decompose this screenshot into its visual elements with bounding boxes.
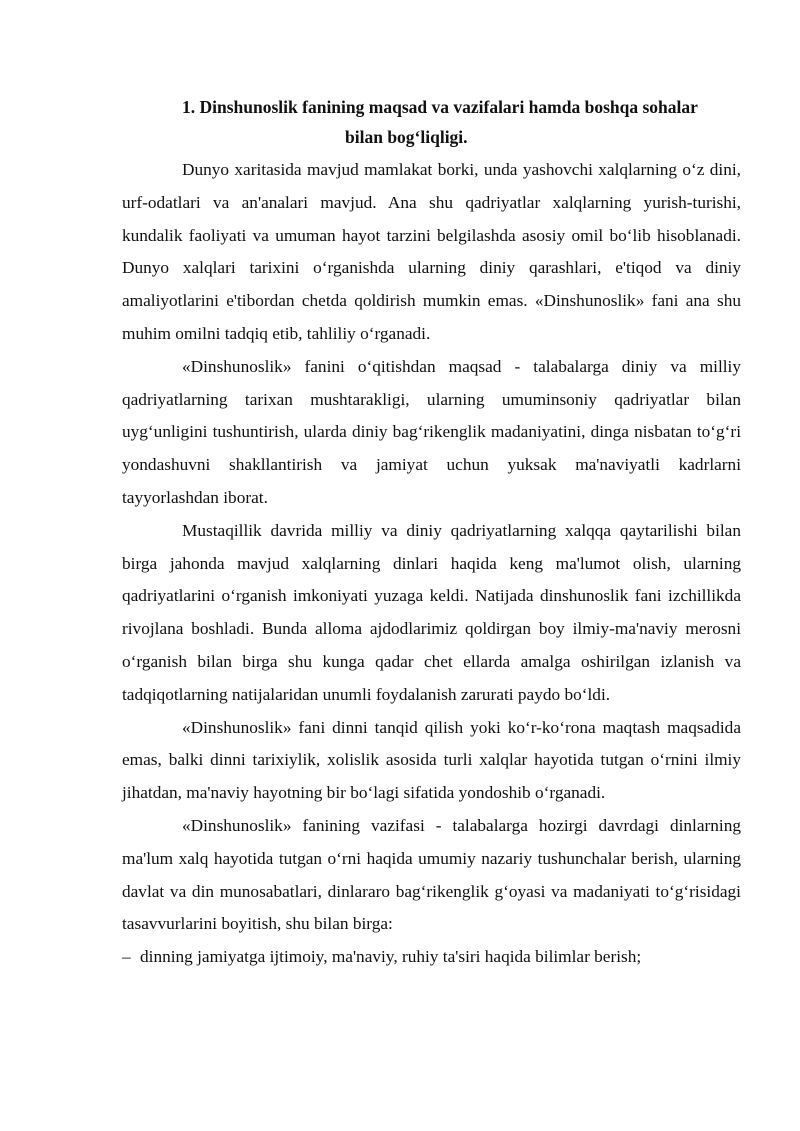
paragraph-2: «Dinshunoslik» fanini o‘qitishdan maqsad - talabalarga diniy va milliy qadriyatlarning tarixan mushtarakligi, ularning umuminsoniy qadriyatlar bilan uyg‘unligini tushuntirish, ularda diniy bag‘rikenglik madaniyatini, dinga nisbatan to‘g‘ri yondashuvni shakllantirish va jamiyat uchun yuksak ma'naviyatli kadrlarni tayyorlashdan iborat. [122, 356, 741, 507]
section-heading [122, 92, 741, 152]
bullet-text: dinning jamiyatga ijtimoiy, ma'naviy, ruhiy ta'siri haqida bilimlar berish; [140, 947, 642, 967]
paragraph-1: Dunyo xaritasida mavjud mamlakat borki, unda yashovchi xalqlarning o‘z dini, urf-odatlari va an'analari mavjud. Ana shu qadriyatlar xalqlarning yurish-turishi, kundalik faoliyati va umuman hayot tarzini belgilashda asosiy omil bo‘lib hisoblanadi. Dunyo xalqlari tarixini o‘rganishda ularning diniy qarashlari, e'tiqod va diniy amaliyotlarini e'tibordan chetda qoldirish mumkin emas. «Dinshunoslik» fani ana shu muhim omilni tadqiq etib, tahliliy o‘rganadi. [122, 160, 741, 343]
bullet-item [122, 941, 741, 974]
paragraph-4: «Dinshunoslik» fani dinni tanqid qilish yoki ko‘r-ko‘rona maqtash maqsadida emas, balki dinni tarixiylik, xolislik asosida turli xalqlar hayotida tutgan o‘rnini ilmiy jihatdan, ma'naviy hayotning bir bo‘lagi sifatida yondoshib o‘rganadi. [122, 717, 741, 803]
paragraph-5: «Dinshunoslik» fanining vazifasi - talabalarga hozirgi davrdagi dinlarning ma'lum xalq hayotida tutgan o‘rni haqida umumiy nazariy tushunchalar berish, ularning davlat va din munosabatlari, dinlararo bag‘rikenglik g‘oyasi va madaniyati to‘g‘risidagi tasavvurlarini boyitish, shu bilan birga: [122, 815, 741, 934]
paragraph-3: Mustaqillik davrida milliy va diniy qadriyatlarning xalqqa qaytarilishi bilan birga jahonda mavjud xalqlarning dinlari haqida keng ma'lumot olish, ularning qadriyatlarini o‘rganish imkoniyati yuzaga keldi. Natijada dinshunoslik fani izchillikda rivojlana boshladi. Bunda alloma ajdodlarimiz qoldirgan boy ilmiy-ma'naviy merosni o‘rganish bilan birga shu kunga qadar chet ellarda amalga oshirilgan izlanish va tadqiqotlarning natijalaridan unumli foydalanish zarurati paydo bo‘ldi. [122, 520, 741, 704]
bullet-marker: – [122, 947, 131, 967]
heading-line-2: bilan bog‘liqligi. [345, 127, 468, 147]
document-page [122, 92, 741, 974]
heading-line-1: 1. Dinshunoslik fanining maqsad va vazifalari hamda boshqa sohalar [182, 97, 698, 117]
